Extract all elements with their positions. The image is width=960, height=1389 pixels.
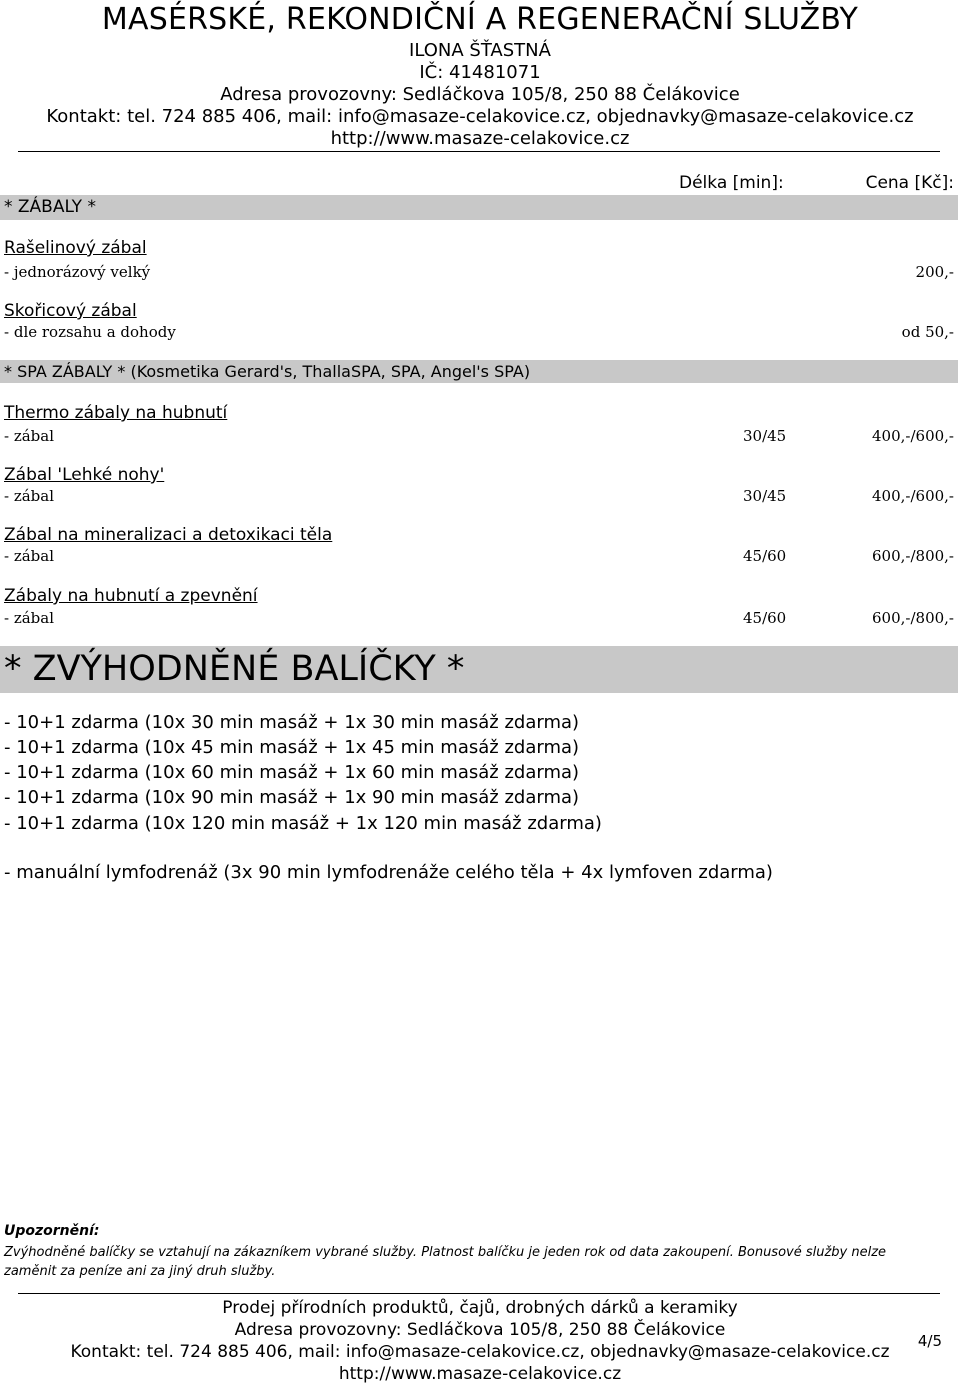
package-item: - 10+1 zdarma (10x 90 min masáž + 1x 90 min masáž zdarma) (4, 787, 580, 808)
service-detail: - zábal (4, 427, 55, 445)
footer-products: Prodej přírodních produktů, čajů, drobných dárků a keramiky (222, 1298, 738, 1318)
lymph-package-item: - manuální lymfodrenáž (3x 90 min lymfodrenáže celého těla + 4x lymfoven zdarma) (4, 862, 773, 883)
service-price: 600,-/800,- (872, 609, 954, 627)
service-price: 400,-/600,- (872, 427, 954, 445)
service-duration: 30/45 (743, 427, 787, 445)
header-divider (18, 151, 940, 152)
service-detail: - zábal (4, 487, 55, 505)
notice-title: Upozornění: (4, 1223, 100, 1239)
spa-section-title: * SPA ZÁBALY * (Kosmetika Gerard's, ThallaSPA, SPA, Angel's SPA) (4, 362, 531, 381)
company-id: IČ: 41481071 (419, 62, 541, 83)
package-item: - 10+1 zdarma (10x 120 min masáž + 1x 120 min masáž zdarma) (4, 813, 602, 834)
service-name: Zábal 'Lehké nohy' (4, 465, 165, 485)
service-name: Thermo zábaly na hubnutí (4, 403, 228, 423)
owner-name: ILONA ŠŤASTNÁ (409, 40, 551, 61)
notice-text-line: Zvýhodněné balíčky se vztahují na zákazníkem vybrané služby. Platnost balíčku je jeden rok od data zakoupení. Bonusové služby nelze (4, 1245, 887, 1260)
footer-web-link[interactable]: http://www.masaze-celakovice.cz (338, 1364, 622, 1384)
packages-section-bar (0, 646, 958, 693)
header-contact: Kontakt: tel. 724 885 406, mail: info@masaze-celakovice.cz, objednavky@masaze-celakovice.cz (46, 106, 914, 127)
service-price: od 50,- (901, 323, 954, 341)
footer-contact: Kontakt: tel. 724 885 406, mail: info@masaze-celakovice.cz, objednavky@masaze-celakovice.cz (70, 1342, 890, 1362)
page-number: 4/5 (917, 1332, 942, 1350)
service-name: Skořicový zábal (4, 301, 137, 321)
package-item: - 10+1 zdarma (10x 60 min masáž + 1x 60 min masáž zdarma) (4, 762, 580, 783)
footer-divider (18, 1293, 940, 1294)
package-item: - 10+1 zdarma (10x 45 min masáž + 1x 45 min masáž zdarma) (4, 737, 580, 758)
service-detail: - zábal (4, 609, 55, 627)
service-duration: 45/60 (743, 609, 787, 627)
service-duration: 45/60 (743, 547, 787, 565)
notice-text-line: zaměnit za peníze ani za jiný druh služby. (4, 1264, 276, 1279)
price-column-header: Cena [Kč]: (865, 173, 954, 193)
spa-section-bar (0, 360, 958, 383)
service-price: 600,-/800,- (872, 547, 954, 565)
service-price: 200,- (915, 263, 954, 281)
service-price: 400,-/600,- (872, 487, 954, 505)
service-detail: - dle rozsahu a dohody (4, 323, 176, 341)
duration-column-header: Délka [min]: (679, 173, 784, 193)
wraps-section-bar (0, 195, 958, 220)
header-address: Adresa provozovny: Sedláčkova 105/8, 250 88 Čelákovice (220, 84, 740, 105)
service-name: Zábal na mineralizaci a detoxikaci těla (4, 525, 333, 545)
footer-address: Adresa provozovny: Sedláčkova 105/8, 250 88 Čelákovice (234, 1320, 726, 1340)
service-name: Rašelinový zábal (4, 238, 147, 258)
service-detail: - jednorázový velký (4, 263, 151, 281)
page-title: MASÉRSKÉ, REKONDIČNÍ A REGENERAČNÍ SLUŽBY (101, 2, 859, 37)
package-item: - 10+1 zdarma (10x 30 min masáž + 1x 30 min masáž zdarma) (4, 712, 580, 733)
service-duration: 30/45 (743, 487, 787, 505)
wraps-section-title: * ZÁBALY * (4, 197, 96, 217)
service-name: Zábaly na hubnutí a zpevnění (4, 586, 258, 606)
header-web-link[interactable]: http://www.masaze-celakovice.cz (330, 128, 630, 149)
packages-section-title: * ZVÝHODNĚNÉ BALÍČKY * (4, 649, 465, 689)
service-detail: - zábal (4, 547, 55, 565)
